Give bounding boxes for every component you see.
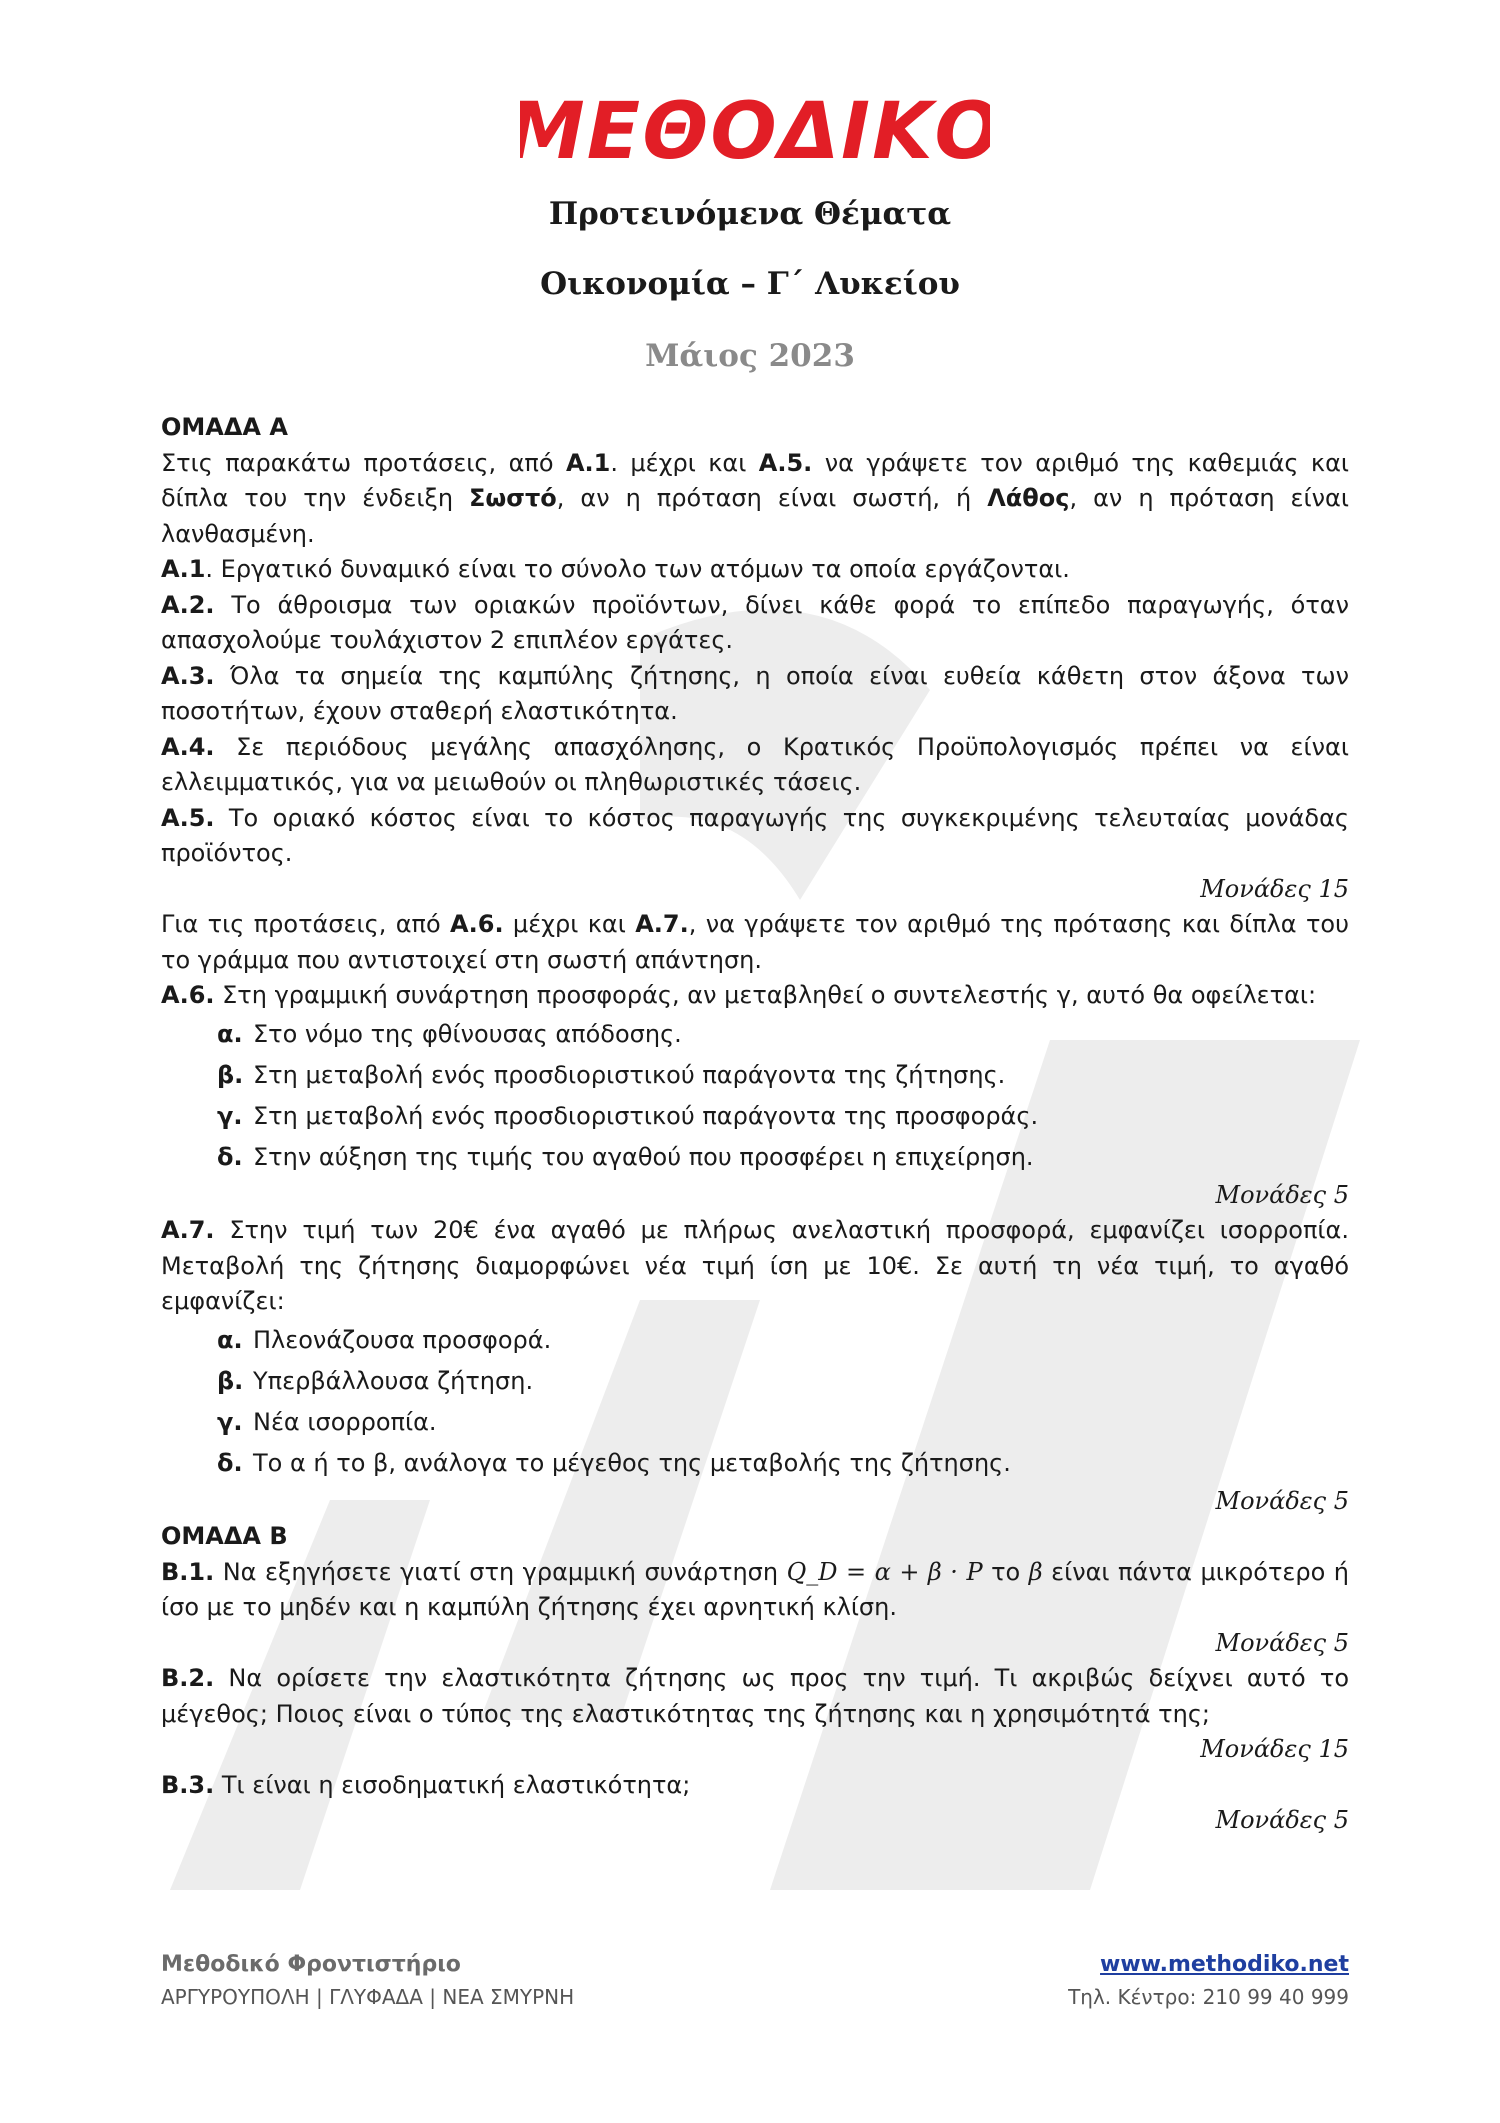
group-a-intro: Στις παρακάτω προτάσεις, από Α.1. μέχρι και Α.5. να γράψετε τον αριθμό της καθεμιάς και δίπλα του την ένδειξη Σωστό, αν η πρόταση είναι σωστή, ή Λάθος, αν η πρόταση είναι λανθασμένη. xyxy=(161,448,1350,548)
question-a2: Α.2. Το άθροισμα των οριακών προϊόντων, δίνει κάθε φορά το επίπεδο παραγωγής, όταν απασχολούμε τουλάχιστον 2 επιπλέον εργάτες. xyxy=(161,590,1349,654)
exam-content xyxy=(161,410,1349,1839)
group-b-title: ΟΜΑΔΑ Β xyxy=(161,1522,288,1550)
marks-a7: Μονάδες 5 xyxy=(1215,1486,1349,1515)
question-a7: Α.7. Στην τιμή των 20€ ένα αγαθό με πλήρως ανελαστική προσφορά, εμφανίζει ισορροπία. Μεταβολή της ζήτησης διαμορφώνει νέα τιμή ίση με 10€. Σε αυτή τη νέα τιμή, το αγαθό εμφανίζει: xyxy=(161,1216,1349,1315)
group-a-title: ΟΜΑΔΑ Α xyxy=(161,413,288,441)
option-a7-c: γ. Νέα ισορροπία. xyxy=(217,1407,437,1436)
question-b1: Β.1. Να εξηγήσετε γιατί στη γραμμική συνάρτηση Q_D = α + β · P το β είναι πάντα μικρότερο ή ίσο με το μηδέν και η καμπύλη ζήτησης έχει αρνητική κλίση. xyxy=(161,1557,1349,1621)
footer-locations: ΑΡΓΥΡΟΥΠΟΛΗ | ΓΛΥΦΑΔΑ | ΝΕΑ ΣΜΥΡΝΗ xyxy=(161,1985,575,2009)
marks-a6: Μονάδες 5 xyxy=(1215,1180,1349,1209)
option-a7-d: δ. Το α ή το β, ανάλογα το μέγεθος της μεταβολής της ζήτησης. xyxy=(217,1448,1011,1477)
option-a6-a: α. Στο νόμο της φθίνουσας απόδοσης. xyxy=(217,1019,682,1048)
demand-formula: Q_D = α + β · P xyxy=(786,1557,983,1586)
marks-b3: Μονάδες 5 xyxy=(1215,1806,1349,1834)
logo-text: ΜΕΘΟΔΙΚΟ xyxy=(520,87,990,176)
marks-b1: Μονάδες 5 xyxy=(1215,1628,1349,1657)
question-b2: Β.2. Να ορίσετε την ελαστικότητα ζήτησης ως προς την τιμή. Τι ακριβώς δείχνει αυτό το μέγεθος; Ποιος είναι ο τύπος της ελαστικότητας της ζήτησης και η χρησιμότητά της; xyxy=(161,1664,1349,1728)
page-subject: Οικονομία – Γ΄ Λυκείου xyxy=(540,266,960,302)
option-a6-c: γ. Στη μεταβολή ενός προσδιοριστικού παράγοντα της προσφοράς. xyxy=(217,1101,1039,1130)
question-b3: Β.3. Τι είναι η εισοδηματική ελαστικότητα; xyxy=(161,1770,691,1799)
page-title: Προτεινόμενα Θέματα xyxy=(548,196,952,232)
option-a6-d: δ. Στην αύξηση της τιμής του αγαθού που προσφέρει η επιχείρηση. xyxy=(217,1142,1034,1171)
option-a7-b: β. Υπερβάλλουσα ζήτηση. xyxy=(217,1366,534,1395)
brand-logo xyxy=(520,86,990,176)
question-a4: Α.4. Σε περιόδους μεγάλης απασχόλησης, ο Κρατικός Προϋπολογισμός πρέπει να είναι ελλειμματικός, για να μειωθούν οι πληθωριστικές τάσεις. xyxy=(161,732,1349,796)
question-a5: Α.5. Το οριακό κόστος είναι το κόστος παραγωγής της συγκεκριμένης τελευταίας μονάδας προϊόντος. xyxy=(161,803,1349,867)
marks-a1-a5: Μονάδες 15 xyxy=(1200,874,1349,903)
footer-bottom xyxy=(161,1985,1349,2009)
question-a3: Α.3. Όλα τα σημεία της καμπύλης ζήτησης, η οποία είναι ευθεία κάθετη στον άξονα των ποσοτήτων, έχουν σταθερή ελαστικότητα. xyxy=(161,661,1349,725)
footer-top xyxy=(161,1952,1349,1977)
question-a6: Α.6. Στη γραμμική συνάρτηση προσφοράς, αν μεταβληθεί ο συντελεστής γ, αυτό θα οφείλεται: xyxy=(161,981,1317,1009)
question-a1: Α.1. Εργατικό δυναμικό είναι το σύνολο των ατόμων τα οποία εργάζονται. xyxy=(161,555,1070,583)
page-date: Μάιος 2023 xyxy=(645,338,855,374)
option-a6-b: β. Στη μεταβολή ενός προσδιοριστικού παράγοντα της ζήτησης. xyxy=(217,1060,1006,1089)
footer-name: Μεθοδικό Φροντιστήριο xyxy=(161,1952,461,1977)
option-a7-a: α. Πλεονάζουσα προσφορά. xyxy=(217,1325,552,1354)
footer-phone: Τηλ. Κέντρο: 210 99 40 999 xyxy=(1068,1985,1349,2009)
marks-b2: Μονάδες 15 xyxy=(1200,1735,1349,1763)
group-a-intro-2: Για τις προτάσεις, από Α.6. μέχρι και Α.7., να γράψετε τον αριθμό της πρότασης και δίπλα του το γράμμα που αντιστοιχεί στη σωστή απάντηση. xyxy=(161,910,1350,974)
footer-website-link[interactable]: www.methodiko.net xyxy=(1100,1952,1349,1977)
